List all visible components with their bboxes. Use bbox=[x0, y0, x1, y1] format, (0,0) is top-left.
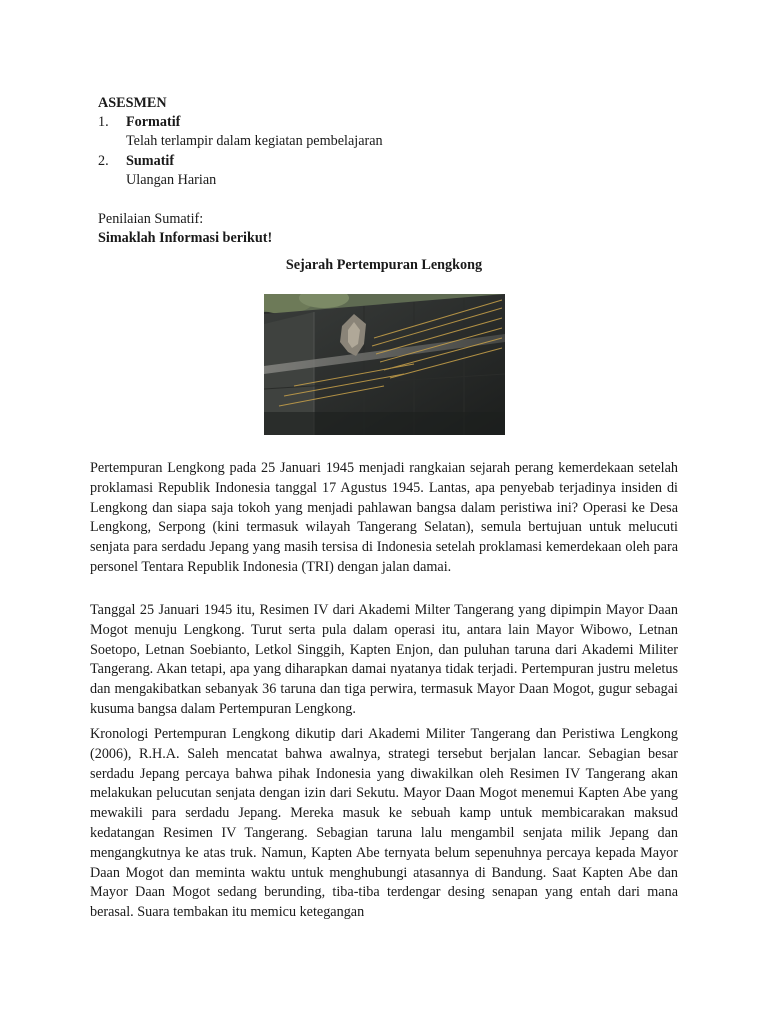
penilaian-label: Penilaian Sumatif: bbox=[98, 211, 204, 227]
item-number-1: 1. bbox=[98, 114, 109, 130]
item-title-sumatif: Sumatif bbox=[126, 153, 175, 169]
item-title-formatif: Formatif bbox=[126, 114, 181, 130]
asesmen-heading: ASESMEN bbox=[98, 95, 167, 111]
paragraph-2: Tanggal 25 Januari 1945 itu, Resimen IV dari Akademi Milter Tangerang yang dipimpin Mayor Daan Mogot menuju Lengkong. Turut serta pula dalam operasi itu, antara lain Mayor Wibowo, Letnan Soetopo, Letnan Soebianto, Letkol Singgih, Kapten Enjon, dan puluhan taruna dari Akademi Militer Tangerang. Akan tetapi, apa yang diharapkan damai nyatanya tidak terjadi. Pertempuran justru meletus dan mengakibatkan sebanyak 36 taruna dan tiga perwira, termasuk Mayor Daan Mogot, gugur sebagai kusuma bangsa dalam Pertempuran Lengkong. bbox=[90, 602, 678, 717]
item-desc-formatif: Telah terlampir dalam kegiatan pembelajaran bbox=[126, 133, 383, 149]
monument-photo bbox=[264, 294, 505, 435]
item-desc-sumatif: Ulangan Harian bbox=[126, 172, 217, 188]
article-title: Sejarah Pertempuran Lengkong bbox=[285, 257, 483, 273]
instruction-text: Simaklah Informasi berikut! bbox=[98, 230, 273, 246]
paragraph-1: Pertempuran Lengkong pada 25 Januari 1945 menjadi rangkaian sejarah perang kemerdekaan setelah proklamasi Republik Indonesia tanggal 17 Agustus 1945. Lantas, apa penyebab terjadinya insiden di Lengkong dan siapa saja tokoh yang menjadi pahlawan bangsa dalam peristiwa ini? Operasi ke Desa Lengkong, Serpong (kini termasuk wilayah Tangerang Selatan), semula bertujuan untuk melucuti senjata para serdadu Jepang yang masih tersisa di Indonesia setelah proklamasi kemerdekaan oleh para personel Tentara Republik Indonesia (TRI) dengan jalan damai. bbox=[90, 460, 678, 575]
item-number-2: 2. bbox=[98, 153, 109, 169]
paragraph-3: Kronologi Pertempuran Lengkong dikutip dari Akademi Militer Tangerang dan Peristiwa Lengkong (2006), R.H.A. Saleh mencatat bahwa awalnya, strategi tersebut berjalan lancar. Sebagian besar serdadu Jepang percaya bahwa pihak Indonesia yang diwakilkan oleh Resimen IV Tangerang akan melakukan pelucutan senjata dengan izin dari Sekutu. Mayor Daan Mogot menemui Kapten Abe yang mewakili para serdadu Jepang. Mereka masuk ke sebuah kamp untuk membicarakan maksud kedatangan Resimen IV Tangerang. Sebagian taruna lalu mengambil senjata milik Jepang dan mengangkutnya ke atas truk. Namun, Kapten Abe ternyata belum sepenuhnya percaya kepada Mayor Daan Mogot dan meminta waktu untuk menghubungi atasannya di Bandung. Saat Kapten Abe dan Mayor Daan Mogot sedang berunding, tiba-tiba terdengar desing senapan yang entah dari mana berasal. Suara tembakan itu memicu ketegangan bbox=[90, 726, 678, 921]
